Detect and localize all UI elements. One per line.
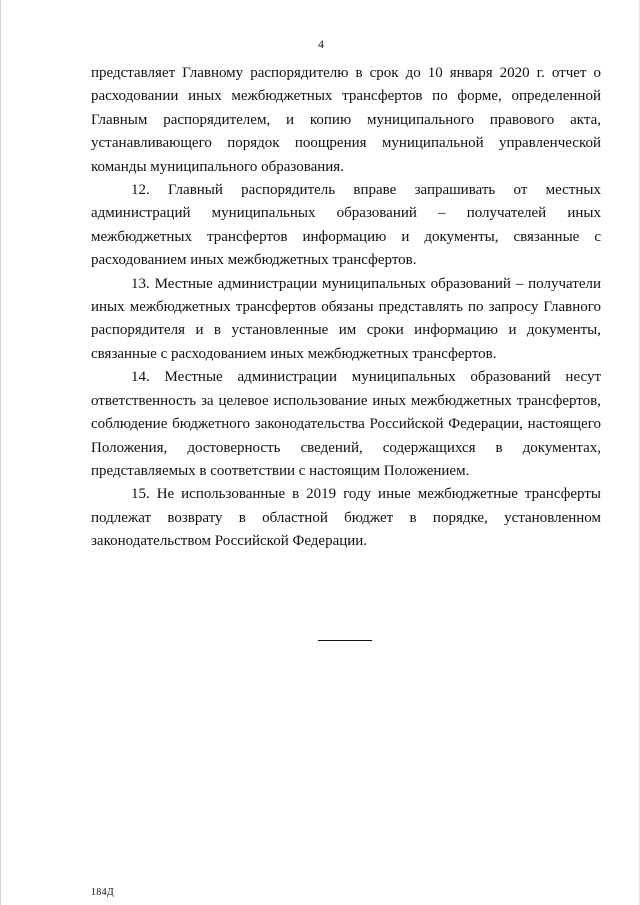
paragraph-15: 15. Не использованные в 2019 году иные межбюджетные трансферты подлежат возврату в областной бюджет в порядке, установленном законодательством Российской Федерации. (91, 486, 601, 550)
document-body (91, 62, 601, 554)
page-number: 4 (318, 37, 324, 51)
paragraph-continuation: представляет Главному распорядителю в срок до 10 января 2020 г. отчет о расходовании иных межбюджетных трансфертов по форме, определенной Главным распорядителем, и копию муниципального правового акта, устанавливающего порядок поощрения муниципальной управленческой команды муниципального образования. (91, 65, 601, 175)
paragraph-12: 12. Главный распорядитель вправе запрашивать от местных администраций муниципальных образований – получателей иных межбюджетных трансфертов информацию и документы, связанные с расходованием иных межбюджетных трансфертов. (91, 182, 601, 269)
footer-document-code: 184Д (91, 887, 115, 898)
end-separator-line (318, 640, 372, 641)
paragraph-14: 14. Местные администрации муниципальных образований несут ответственность за целевое использование иных межбюджетных трансфертов, соблюдение бюджетного законодательства Российской Федерации, настоящего Положения, достоверность сведений, содержащихся в документах, представляемых в соответствии с настоящим Положением. (91, 369, 601, 479)
paragraph-13: 13. Местные администрации муниципальных образований – получатели иных межбюджетных трансфертов обязаны представлять по запросу Главного распорядителя и в установленные им сроки информацию и документы, связанные с расходованием иных межбюджетных трансфертов. (91, 275, 601, 362)
